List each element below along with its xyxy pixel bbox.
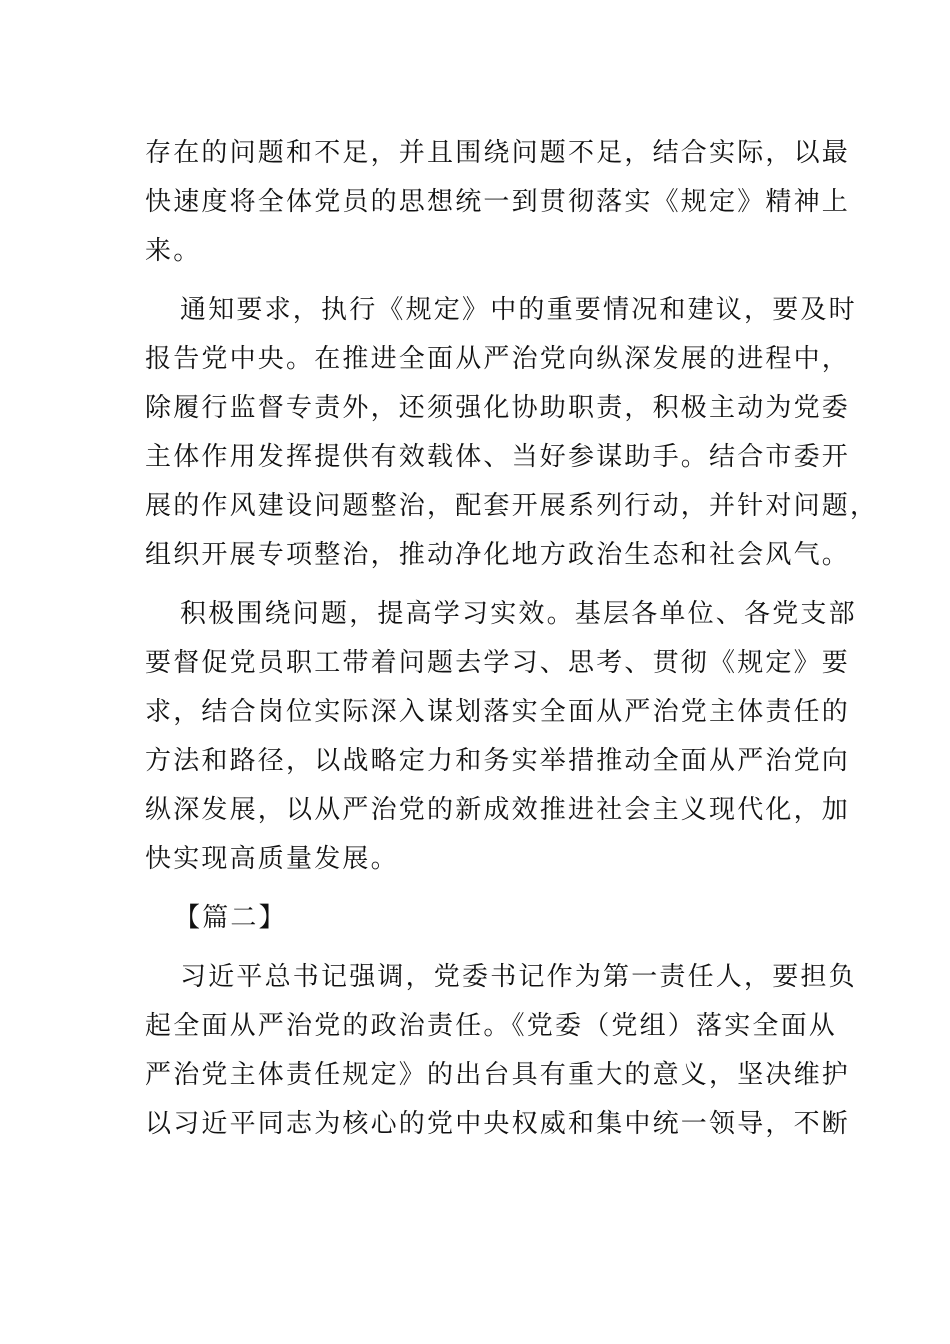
text-line: 通知要求，执行《规定》中的重要情况和建议，要及时 xyxy=(180,295,857,325)
text-line: 快实现高质量发展。 xyxy=(145,844,399,874)
text-line: 严治党主体责任规定》的出台具有重大的意义，坚决维护 xyxy=(145,1060,851,1090)
text-line: 来。 xyxy=(145,236,202,266)
section-heading: 【篇二】 xyxy=(174,903,287,933)
text-line: 起全面从严治党的政治责任。《党委（党组）落实全面从 xyxy=(145,1011,838,1041)
text-line: 快速度将全体党员的思想统一到贯彻落实《规定》精神上 xyxy=(145,187,851,217)
text-line: 以习近平同志为核心的党中央权威和集中统一领导，不断 xyxy=(145,1109,851,1139)
text-line: 展的作风建设问题整治，配套开展系列行动，并针对问题， xyxy=(145,491,879,521)
text-line: 主体作用发挥提供有效载体、当好参谋助手。结合市委开 xyxy=(145,442,851,472)
text-line: 积极围绕问题，提高学习实效。基层各单位、各党支部 xyxy=(180,599,857,629)
text-line: 纵深发展，以从严治党的新成效推进社会主义现代化，加 xyxy=(145,795,851,825)
text-line: 方法和路径，以战略定力和务实举措推动全面从严治党向 xyxy=(145,746,851,776)
text-line: 要督促党员职工带着问题去学习、思考、贯彻《规定》要 xyxy=(145,648,851,678)
text-line: 除履行监督专责外，还须强化协助职责，积极主动为党委 xyxy=(145,393,851,423)
text-line: 组织开展专项整治，推动净化地方政治生态和社会风气。 xyxy=(145,540,851,570)
text-line: 求，结合岗位实际深入谋划落实全面从严治党主体责任的 xyxy=(145,697,851,727)
text-line: 存在的问题和不足，并且围绕问题不足，结合实际，以最 xyxy=(145,138,851,168)
text-line: 报告党中央。在推进全面从严治党向纵深发展的进程中， xyxy=(145,344,851,374)
text-line: 习近平总书记强调，党委书记作为第一责任人，要担负 xyxy=(180,962,857,992)
